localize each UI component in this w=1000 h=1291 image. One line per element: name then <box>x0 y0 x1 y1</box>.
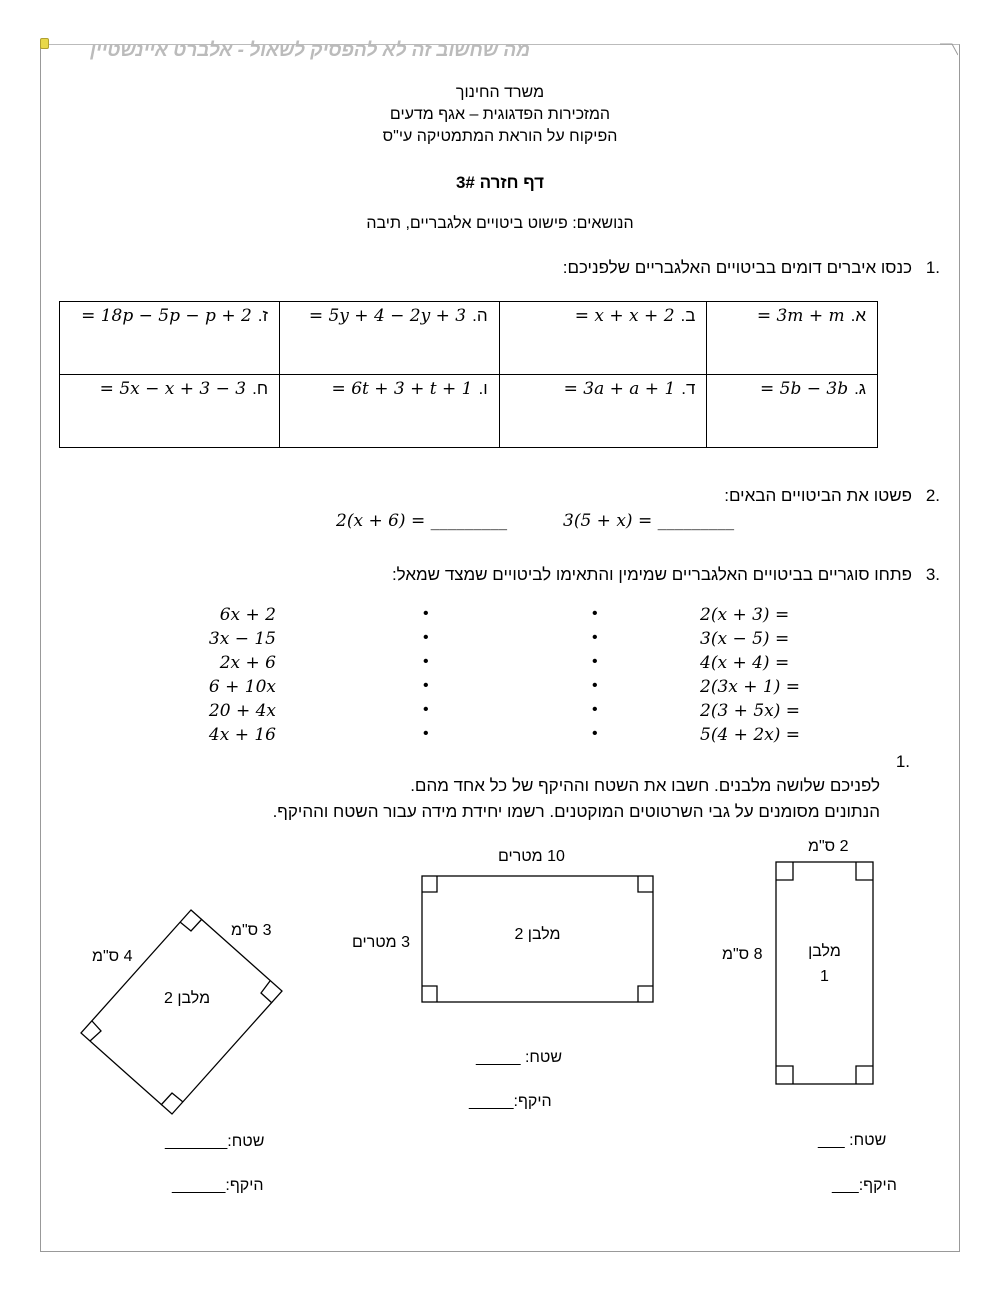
q2-number: 2. <box>925 486 940 505</box>
q1-number: 1. <box>925 258 940 277</box>
cell-expr: 5y + 4 − 2y + 3 = <box>308 306 467 326</box>
q3-right-item: 2x + 6 <box>219 653 276 673</box>
q3-right-item: 20 + 4x <box>208 701 276 721</box>
rect2-height: 3 מטרים <box>352 934 411 951</box>
q3-right-item: 6 + 10x <box>208 677 276 697</box>
rect2-name: מלבן 2 <box>514 926 561 943</box>
rect1-perimeter: היקף:___ <box>832 1177 897 1194</box>
q4-number: 1. <box>895 752 910 771</box>
match-dot[interactable]: • <box>423 653 429 670</box>
q3-right-item: 3x − 15 <box>208 629 276 649</box>
rect1-name-number: 1 <box>820 968 829 985</box>
cell-expr: 5b − 3b = <box>759 379 849 399</box>
q4-line2: הנתונים מסומנים על גבי השרטוטים המוקטנים. רשמו יחידת מידה עבור השטח וההיקף. <box>272 802 880 821</box>
header-secretariat: המזכירות הפדגוגית – אגף מדעים <box>389 106 611 123</box>
header-ministry: משרד החינוך <box>455 84 545 101</box>
rect2-area: שטח: _____ <box>476 1049 563 1066</box>
match-dot[interactable]: • <box>423 701 429 718</box>
cell-label: א. <box>850 306 866 325</box>
rect1-area: שטח: ___ <box>818 1132 887 1149</box>
q1-text: כנסו איברים דומים בביטויים האלגבריים שלפניכם: <box>562 258 912 277</box>
page-title: דף חזרה 3# <box>455 173 545 192</box>
rect1-width: 2 ס"מ <box>808 838 849 855</box>
match-dot[interactable]: • <box>592 605 598 622</box>
q3-left-item: 2(x + 3) = <box>700 605 790 625</box>
rect3-side-a: 3 ס"מ <box>231 922 272 939</box>
q3-left-item: 3(x − 5) = <box>700 629 790 649</box>
match-dot[interactable]: • <box>592 701 598 718</box>
match-dot[interactable]: • <box>423 677 429 694</box>
cell-expr: 5x − x + 3 − 3 = <box>99 379 247 399</box>
rect1-height: 8 ס"מ <box>722 946 763 963</box>
q3-number: 3. <box>925 565 940 584</box>
match-dot[interactable]: • <box>592 653 598 670</box>
rect3-area: שטח:_______ <box>165 1133 265 1150</box>
q4-line1: לפניכם שלושה מלבנים. חשבו את השטח וההיקף של כל אחד מהם. <box>410 776 880 795</box>
cell-expr: 6t + 3 + t + 1 = <box>331 379 473 399</box>
cell-expr: x + x + 2 = <box>574 306 675 326</box>
q3-right-item: 6x + 2 <box>219 605 276 625</box>
match-dot[interactable]: • <box>423 605 429 622</box>
rect3-side-b: 4 ס"מ <box>92 948 133 965</box>
cell-label: ה. <box>472 306 488 325</box>
q3-left-item: 4(x + 4) = <box>700 653 790 673</box>
topics: הנושאים: פישוט ביטויים אלגבריים, תיבה <box>366 215 634 232</box>
header-supervision: הפיקוח על הוראת המתמטיקה עי"ס <box>382 128 618 145</box>
q2-expr-b: 2(x + 6) = _________ <box>336 511 508 531</box>
q3-left-item: 5(4 + 2x) = <box>700 725 800 745</box>
cell-label: ד. <box>681 379 696 398</box>
q3-left-item: 2(3 + 5x) = <box>700 701 800 721</box>
match-dot[interactable]: • <box>423 629 429 646</box>
cell-label: ב. <box>680 306 696 325</box>
rect3-name: מלבן 2 <box>164 990 211 1007</box>
rect2-perimeter: היקף:_____ <box>469 1093 552 1110</box>
rect3-perimeter: היקף:______ <box>172 1177 264 1194</box>
cell-label: ח. <box>252 379 269 398</box>
cell-label: ז. <box>257 306 269 325</box>
q3-right-item: 4x + 16 <box>208 725 276 745</box>
match-dot[interactable]: • <box>423 725 429 742</box>
rect1-name: מלבן <box>808 943 841 960</box>
match-dot[interactable]: • <box>592 677 598 694</box>
q2-text: פשטו את הביטויים הבאים: <box>724 486 912 505</box>
einstein-quote: מה שחשוב זה לא להפסיק לשאול - אלברט איינשטיין <box>90 40 530 61</box>
rect2-width: 10 מטרים <box>498 848 565 865</box>
cell-expr: 3m + m = <box>756 306 845 326</box>
cell-label: ו. <box>478 379 488 398</box>
q3-text: פתחו סוגריים בביטויים האלגבריים שמימין והתאימו לביטויים שמצד שמאל: <box>391 565 912 584</box>
q3-left-item: 2(3x + 1) = <box>700 677 800 697</box>
match-dot[interactable]: • <box>592 629 598 646</box>
cell-label: ג. <box>854 379 866 398</box>
match-dot[interactable]: • <box>592 725 598 742</box>
rectangle-3 <box>81 910 282 1114</box>
cell-expr: 3a + a + 1 = <box>563 379 676 399</box>
cell-expr: 18p − 5p − p + 2 = <box>81 306 252 326</box>
q2-expr-a: 3(5 + x) = _________ <box>563 511 735 531</box>
